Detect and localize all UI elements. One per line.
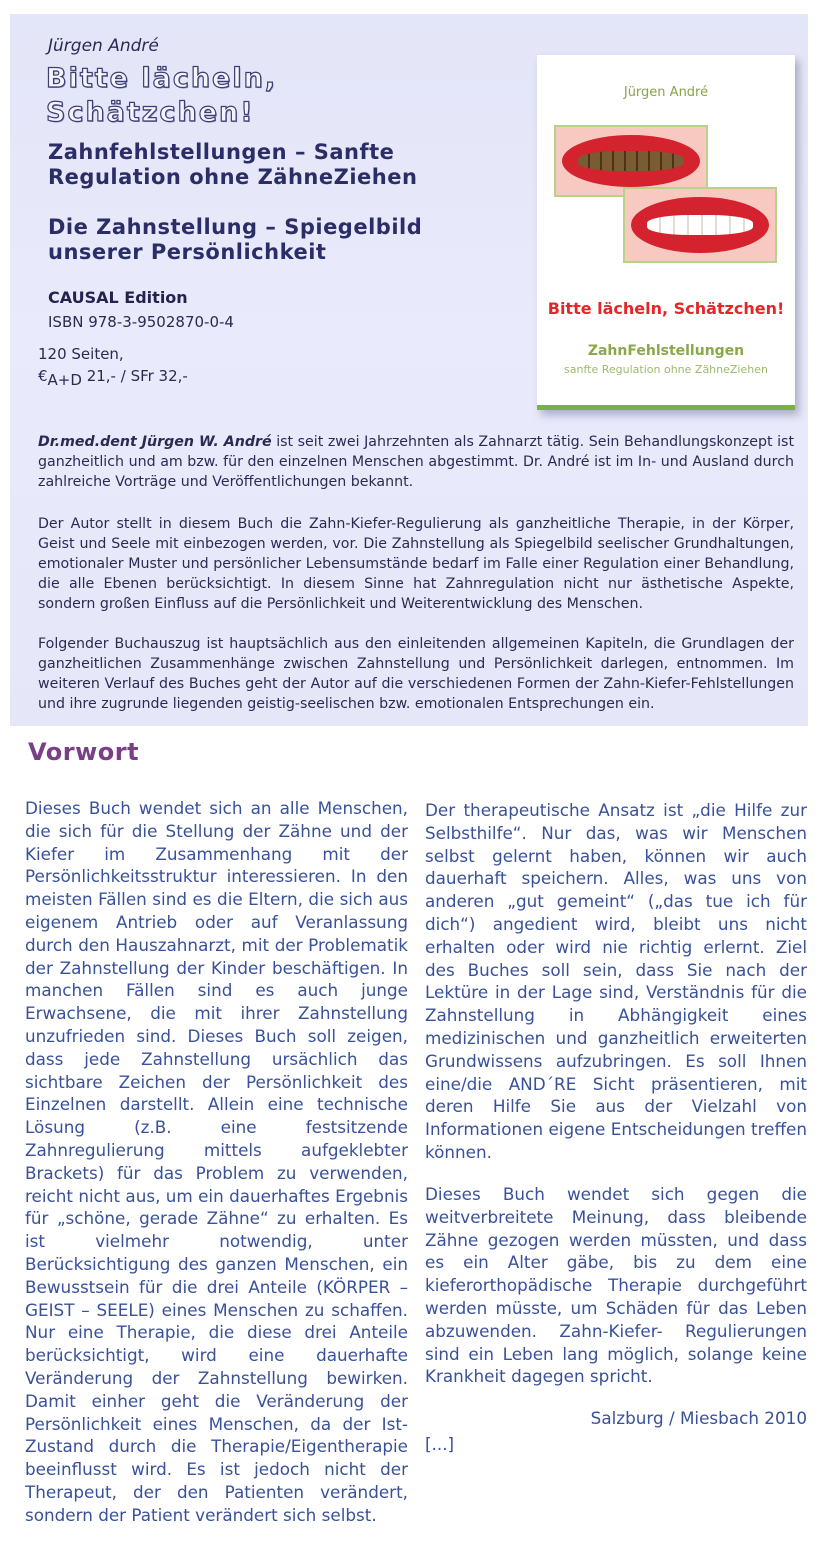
section-heading-vorwort: Vorwort [28, 738, 140, 766]
vorwort-left-column: Dieses Buch wendet sich an alle Menschen, die sich für die Stellung der Zähne und der Kiefer im Zusammenhang mit der Persönlichkeitsstruktur interessieren. In den meisten Fällen sind es die Eltern, die sich aus eigenem Antrieb oder auf Veranlassung durch den Hauszahnarzt, mit der Problematik der Zahnstellung der Kinder beschäftigen. In manchen Fällen sind es auch junge Erwachsene, die mit ihrer Zahnstellung unzufrieden sind. Dieses Buch soll zeigen, dass jede Zahnstellung ursächlich das sichtbare Zeichen der Persönlichkeit des Einzelnen darstellt. Allein eine technische Lösung (z.B. eine festsitzende Zahnregulierung mittels aufgeklebter Brackets) für das Problem zu verwenden, reicht nicht aus, um ein dauerhaftes Ergebnis für „schöne, gerade Zähne“ zu erhalten. Es ist vielmehr notwendig, unter Berücksichtigung des ganzen Menschen, ein Bewusstsein für die drei Anteile (KÖRPER – GEIST – SEELE) eines Menschen zu schaffen. Nur eine Therapie, die diese drei Anteile berücksichtigt, wird eine dauerhafte Veränderung der Zahnstellung bewirken. Damit einher geht die Veränderung der Persönlichkeit eines Menschen, da der Ist-Zustand durch die Therapie/Eigentherapie beeinflusst wird. Es ist jedoch nicht der Therapeut, der den Patienten verändert, sondern der Patient verändert sich selbst. [25, 798, 408, 1525]
place-and-year: Salzburg / Miesbach 2010 [590, 1408, 807, 1428]
cover-title: Bitte lächeln, Schätzchen! [547, 299, 785, 318]
cover-subtitle-2: sanfte Regulation ohne ZähneZiehen [564, 363, 768, 376]
ellipsis: [...] [425, 1434, 455, 1454]
vorwort-right-paragraph-2: Dieses Buch wendet sich gegen die weitverbreitete Meinung, dass bleibende Zähne gezogen werden müssten, und dass es ein Alter gäbe, bis zu dem eine kieferorthopädische Therapie durchgeführt werden müsste, um Schäden für das Leben abzuwenden. Zahn-Kiefer- Regulierungen sind ein Leben lang möglich, solange keine Krankheit dagegen spricht. [425, 1184, 807, 1387]
isbn: ISBN 978-3-9502870-0-4 [48, 313, 234, 331]
publisher-edition: CAUSAL Edition [48, 288, 188, 307]
intro-paragraph-2: Folgender Buchauszug ist hauptsächlich aus den einleitenden allgemeinen Kapiteln, die Grundlagen der ganzheitlichen Zusammenhänge zwischen Zahnstellung und Persönlichkeit darlegen, entnommen. Im weiteren Verlauf des Buches geht der Autor auf die verschiedenen Formen der Zahn-Kiefer-Fehlstellungen und ihre zugrunde liegenden geistig-seelischen bzw. emotionalen Entsprechungen ein. [38, 636, 794, 712]
book-cover [537, 55, 795, 410]
cover-author: Jürgen André [623, 85, 709, 100]
cover-image-white-teeth [623, 187, 777, 263]
price-currency: € [38, 367, 48, 385]
vorwort-right-paragraph-1: Der therapeutische Ansatz ist „die Hilfe zur Selbsthilfe“. Nur das, was wir Menschen selbst gelernt haben, können wir auch dauerhaft speichern. Alles, was uns von anderen „gut gemeint“ („das tue ich für dich“) angedient wird, bleibt uns nicht erhalten oder wird nie richtig erlernt. Ziel des Buches soll sein, dass Sie nach der Lektüre in der Lage sind, Verständnis für die Zahnstellung in Abhängigkeit eines medizinischen und ganzheitlich erweiterten Grundwissens aufzubringen. Es soll Ihnen eine/die AND´RE Sicht präsentieren, mit deren Hilfe Sie aus der Vielzahl von Informationen eigene Entscheidungen treffen können. [425, 800, 807, 1162]
price [38, 367, 188, 389]
book-title-line1: Bitte lächeln, [46, 63, 278, 94]
book-title-line2: Schätzchen! [46, 97, 255, 128]
white-teeth-shape [647, 215, 753, 235]
author-name: Jürgen André [48, 36, 159, 56]
author-bio-name: Dr.med.dent Jürgen W. André [38, 434, 272, 450]
dark-teeth-shape [578, 151, 684, 171]
book-subtitle-1: Zahnfehlstellungen – Sanfte Regulation ohne ZähneZiehen [48, 140, 418, 189]
book-subtitle-2: Die Zahnstellung – Spiegelbild unserer Persönlichkeit [48, 215, 423, 264]
author-bio-text: ist seit zwei Jahrzehnten als Zahnarzt tätig. Sein Behandlungskonzept ist ganzheitlich und am bzw. für den einzelnen Menschen abgestimmt. Dr. André ist im In- und Ausland durch zahlreiche Vorträge und Veröffentlichungen bekannt. [38, 434, 795, 490]
intro-paragraph-1: Der Autor stellt in diesem Buch die Zahn-Kiefer-Regulierung als ganzheitliche Therapie, in der Körper, Geist und Seele mit einbezogen werden, vor. Die Zahnstellung als Spiegelbild seelischer Grundhaltungen, emotionaler Muster und persönlicher Lebensumstände bedarf im Falle einer Regulation einer Behandlung, die alle Ebenen berücksichtigt. In diesem Sinne hat Zahnregulation nicht nur ästhetische Aspekte, sondern großen Einfluss auf die Persönlichkeit und Weiterentwicklung des Menschen. [38, 516, 794, 612]
cover-subtitle-1: ZahnFehlstellungen [587, 343, 745, 359]
book-title [46, 62, 277, 130]
page-count: 120 Seiten, [38, 345, 124, 363]
author-bio [38, 432, 794, 492]
book-info-panel [10, 14, 808, 726]
price-region: A+D [47, 371, 82, 389]
price-amounts: 21,- / SFr 32,- [81, 367, 188, 385]
